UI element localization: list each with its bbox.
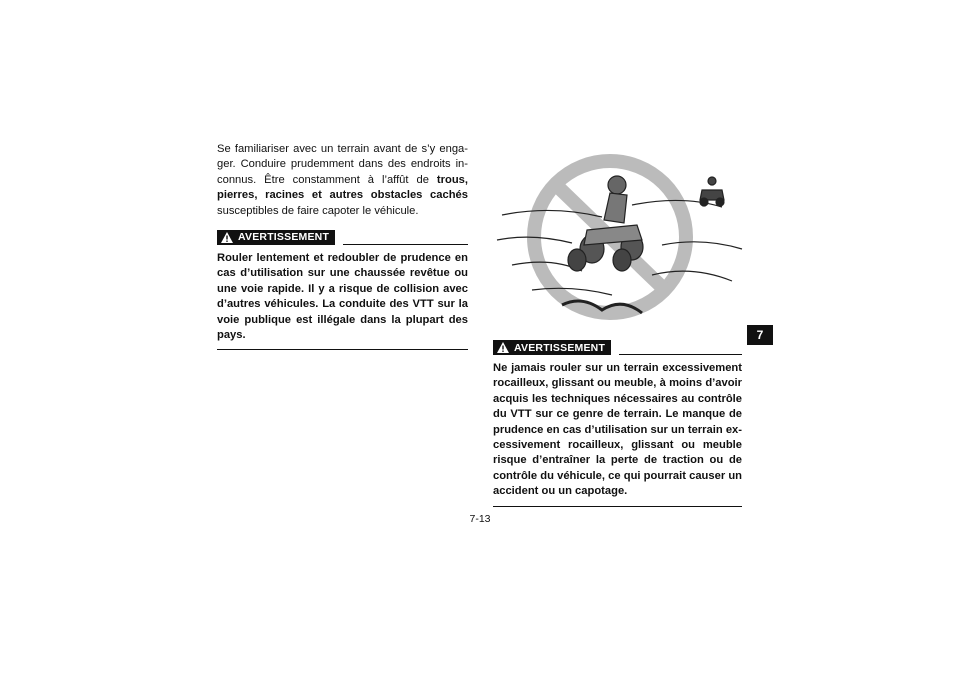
warning-line: Rouler lentement et redoubler de prudence en [217, 251, 468, 264]
warning-line: acquis les techniques nécessaires au contrôle [493, 392, 742, 405]
warning-line: cas d’utilisation sur une chaussée revêtue ou [217, 267, 468, 280]
warning-triangle-icon [497, 342, 509, 353]
warning-line: prudence en cas d’utilisation sur un terrain ex- [493, 423, 742, 436]
warning-label: AVERTISSEMENT [514, 341, 606, 354]
warning-line: accident ou un capotage. [493, 485, 628, 498]
intro-line: susceptibles de faire capoter le véhicule. [217, 204, 419, 217]
chapter-tab: 7 [747, 325, 773, 345]
warning-triangle-icon [221, 232, 233, 243]
intro-line: connus. Être constamment à l’affût de trous, [217, 173, 468, 186]
warning-header [493, 339, 742, 355]
intro-line: Se familiariser avec un terrain avant de s’y enga- [217, 143, 468, 155]
right-column [493, 329, 742, 507]
warning-line: Ne jamais rouler sur un terrain excessivement [493, 362, 742, 374]
warning-line: risque d’entraîner la perte de traction ou de [493, 454, 742, 467]
warning-rule [619, 354, 742, 355]
warning-rule [343, 244, 468, 245]
warning-line: contrôle du véhicule, ce qui pourrait causer un [493, 469, 742, 482]
page-number: 7-13 [469, 513, 491, 525]
warning-end-rule [493, 506, 742, 507]
warning-label: AVERTISSEMENT [238, 231, 330, 244]
intro-line: ger. Conduire prudemment dans des endroits in- [217, 158, 468, 171]
warning-line: cessivement rocailleux, glissant ou meuble [493, 438, 742, 451]
intro-line: pierres, racines et autres obstacles cachés [217, 189, 468, 202]
warning-header [217, 229, 468, 245]
warning-badge [217, 230, 335, 245]
warning-line: du VTT sur ce genre de terrain. Le manque de [493, 408, 742, 421]
warning-line: d’autres véhicules. La conduite des VTT sur la [217, 298, 468, 311]
warning-line: rocailleux, glissant ou meuble, à moins d’avoir [493, 377, 742, 390]
atv-prohibited-illustration [492, 145, 747, 330]
warning-line: pays. [217, 328, 246, 341]
left-column [217, 142, 468, 350]
warning-line: une voie rapide. Il y a risque de collision avec [217, 282, 468, 295]
warning-line: voie publique est illégale dans la plupart des [217, 313, 468, 326]
warning-end-rule [217, 349, 468, 350]
warning-badge [493, 340, 611, 355]
